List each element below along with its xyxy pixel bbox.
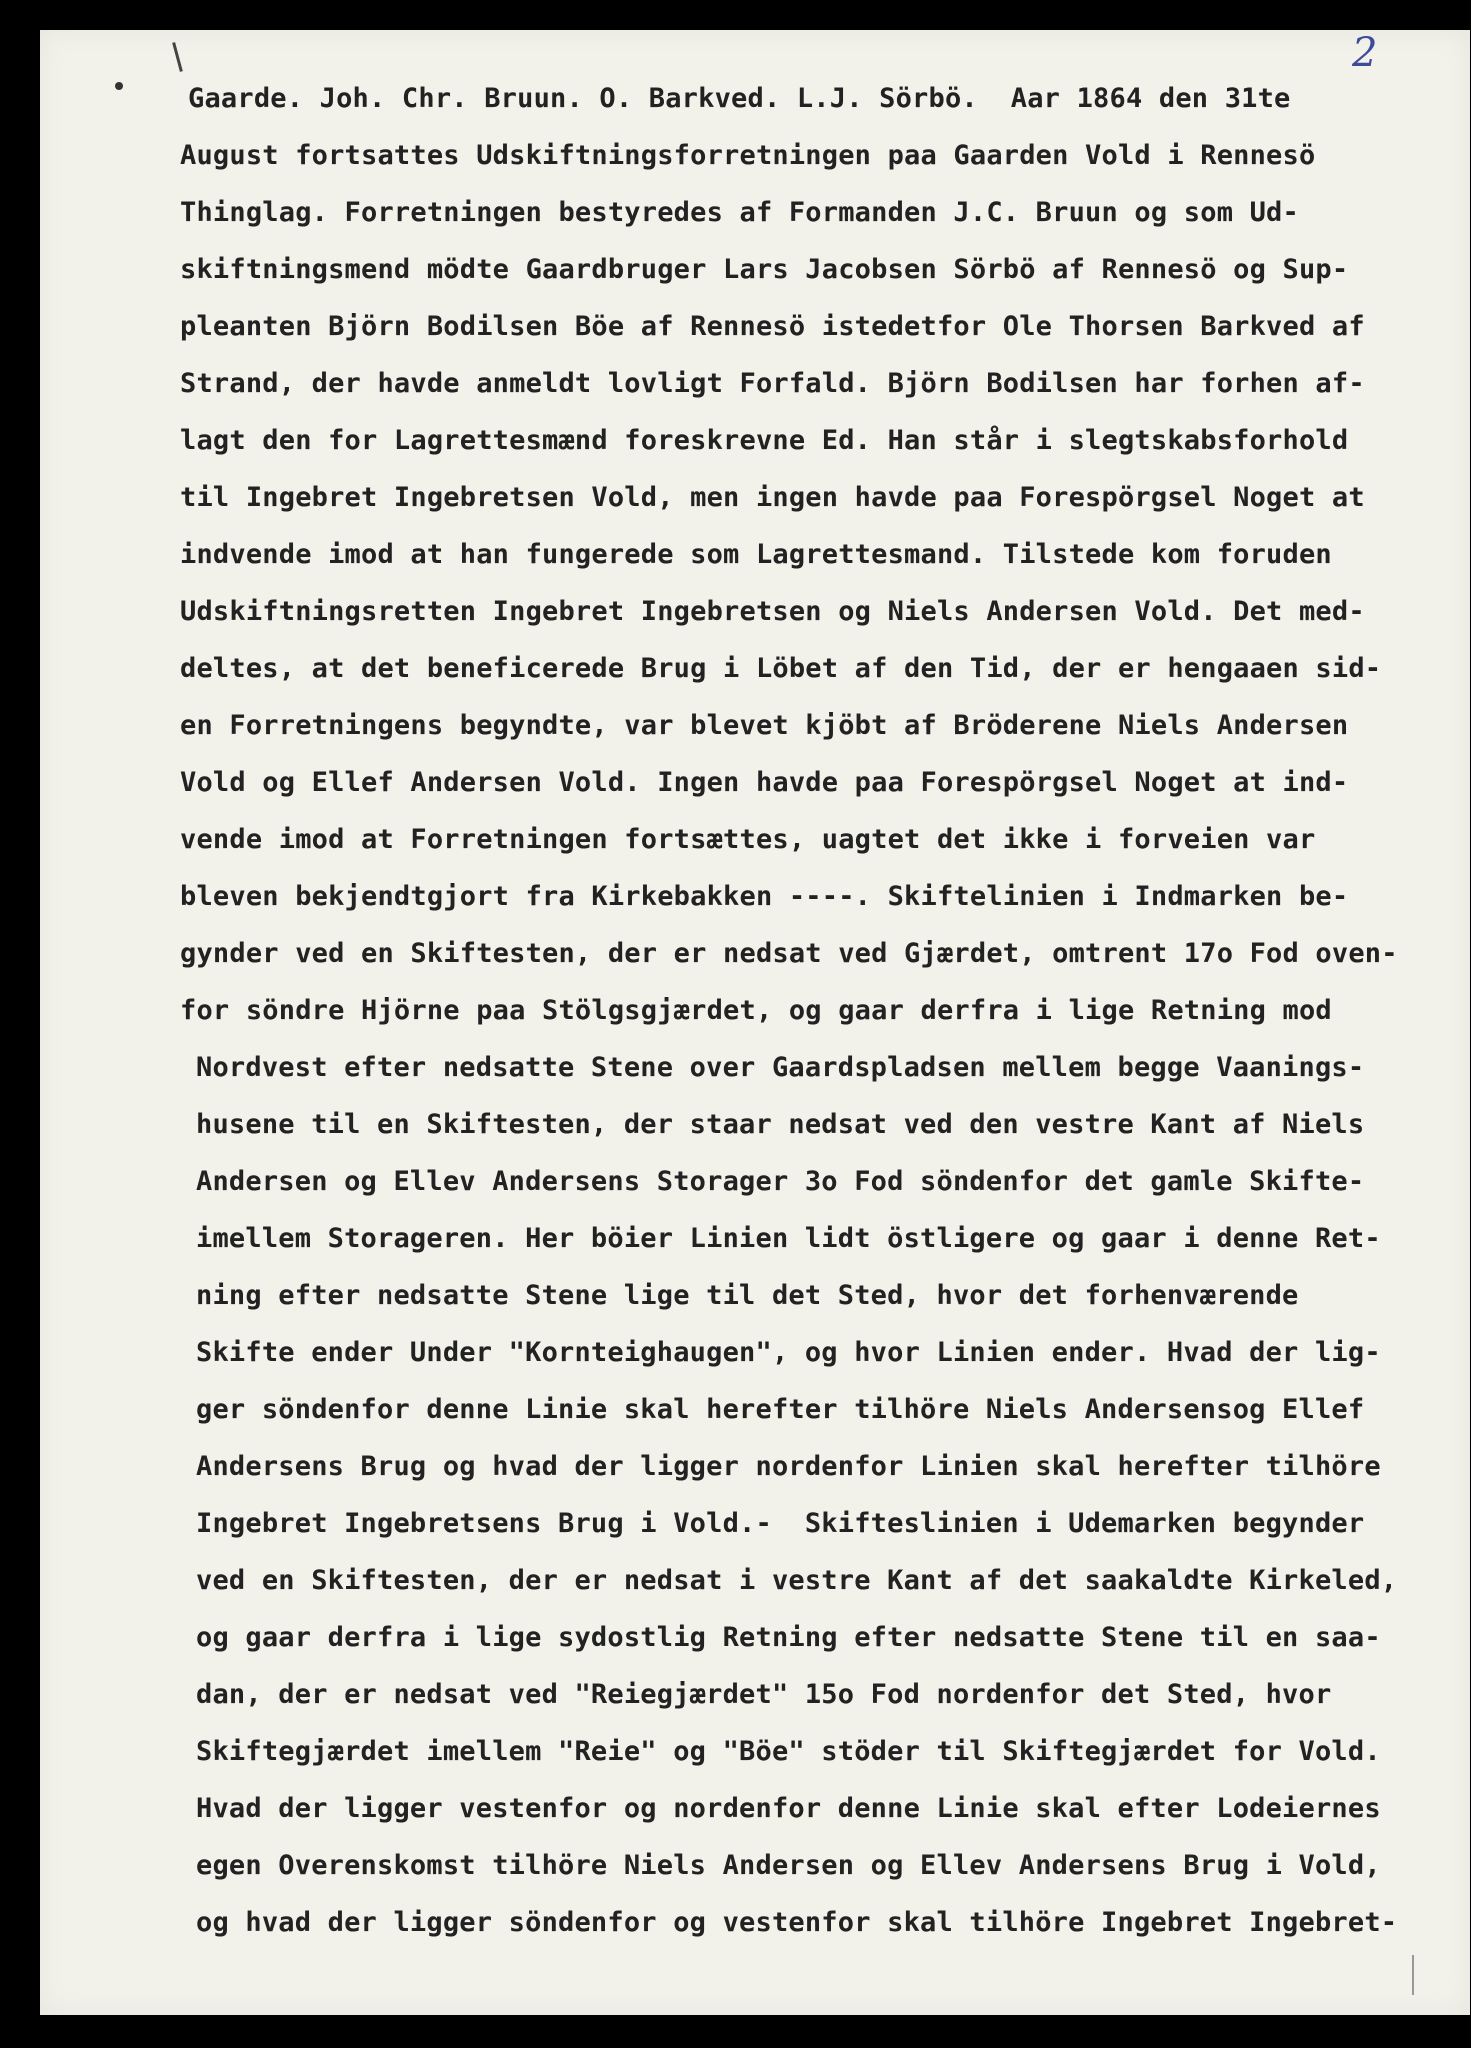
- text-line: Thinglag. Forretningen bestyredes af Formanden J.C. Bruun og som Ud-: [180, 197, 1299, 228]
- text-line: og gaar derfra i lige sydostlig Retning efter nedsatte Stene til en saa-: [196, 1622, 1381, 1653]
- text-line: Strand, der havde anmeldt lovligt Forfald. Björn Bodilsen har forhen af-: [180, 368, 1365, 399]
- text-line: Skifte ender Under "Kornteighaugen", og hvor Linien ender. Hvad der lig-: [196, 1337, 1381, 1368]
- text-line: indvende imod at han fungerede som Lagrettesmand. Tilstede kom foruden: [180, 539, 1332, 570]
- text-line: egen Overenskomst tilhöre Niels Andersen og Ellev Andersens Brug i Vold,: [196, 1850, 1381, 1881]
- text-line: Nordvest efter nedsatte Stene over Gaardspladsen mellem begge Vaanings-: [196, 1052, 1365, 1083]
- text-line: skiftningsmend mödte Gaardbruger Lars Jacobsen Sörbö af Rennesö og Sup-: [180, 254, 1349, 285]
- text-line: deltes, at det beneficerede Brug i Löbet af den Tid, der er hengaaen sid-: [180, 653, 1382, 684]
- text-line: Andersen og Ellev Andersens Storager 3o Fod söndenfor det gamle Skifte-: [196, 1166, 1365, 1197]
- text-line: Udskiftningsretten Ingebret Ingebretsen og Niels Andersen Vold. Det med-: [180, 596, 1365, 627]
- text-line: Vold og Ellef Andersen Vold. Ingen havde paa Forespörgsel Noget at ind-: [180, 767, 1349, 798]
- text-line: og hvad der ligger söndenfor og vestenfor skal tilhöre Ingebret Ingebret-: [196, 1907, 1398, 1938]
- text-line: August fortsattes Udskiftningsforretningen paa Gaarden Vold i Rennesö: [180, 140, 1316, 171]
- text-line: Skiftegjærdet imellem "Reie" og "Böe" stöder til Skiftegjærdet for Vold.: [196, 1736, 1381, 1767]
- text-line: til Ingebret Ingebretsen Vold, men ingen havde paa Forespörgsel Noget at: [180, 482, 1365, 513]
- text-line: Hvad der ligger vestenfor og nordenfor denne Linie skal efter Lodeiernes: [196, 1793, 1381, 1824]
- text-line: for söndre Hjörne paa Stölgsgjærdet, og gaar derfra i lige Retning mod: [180, 995, 1332, 1026]
- page-number: 2: [1352, 30, 1378, 76]
- text-line: Gaarde. Joh. Chr. Bruun. O. Barkved. L.J. Sörbö. Aar 1864 den 31te: [188, 83, 1291, 114]
- text-line: ning efter nedsatte Stene lige til det Sted, hvor det forhenværende: [196, 1280, 1299, 1311]
- text-line: gynder ved en Skiftesten, der er nedsat ved Gjærdet, omtrent 17o Fod oven-: [180, 938, 1398, 969]
- text-line: ved en Skiftesten, der er nedsat i vestre Kant af det saakaldte Kirkeled,: [196, 1565, 1398, 1596]
- text-line: dan, der er nedsat ved "Reiegjærdet" 15o Fod nordenfor det Sted, hvor: [196, 1679, 1332, 1710]
- text-line: Ingebret Ingebretsens Brug i Vold.- Skifteslinien i Udemarken begynder: [196, 1508, 1365, 1539]
- text-line: bleven bekjendtgjort fra Kirkebakken ----. Skiftelinien i Indmarken be-: [180, 881, 1349, 912]
- text-line: Andersens Brug og hvad der ligger nordenfor Linien skal herefter tilhöre: [196, 1451, 1381, 1482]
- text-line: lagt den for Lagrettesmænd foreskrevne Ed. Han står i slegtskabsforhold: [180, 425, 1349, 456]
- text-line: en Forretningens begyndte, var blevet kjöbt af Bröderene Niels Andersen: [180, 710, 1349, 741]
- text-line: pleanten Björn Bodilsen Böe af Rennesö istedetfor Ole Thorsen Barkved af: [180, 311, 1365, 342]
- text-line: ger söndenfor denne Linie skal herefter tilhöre Niels Andersensog Ellef: [196, 1394, 1365, 1425]
- text-line: vende imod at Forretningen fortsættes, uagtet det ikke i forveien var: [180, 824, 1316, 855]
- text-line: husene til en Skiftesten, der staar nedsat ved den vestre Kant af Niels: [196, 1109, 1365, 1140]
- text-line: imellem Storageren. Her böier Linien lidt östligere og gaar i denne Ret-: [196, 1223, 1381, 1254]
